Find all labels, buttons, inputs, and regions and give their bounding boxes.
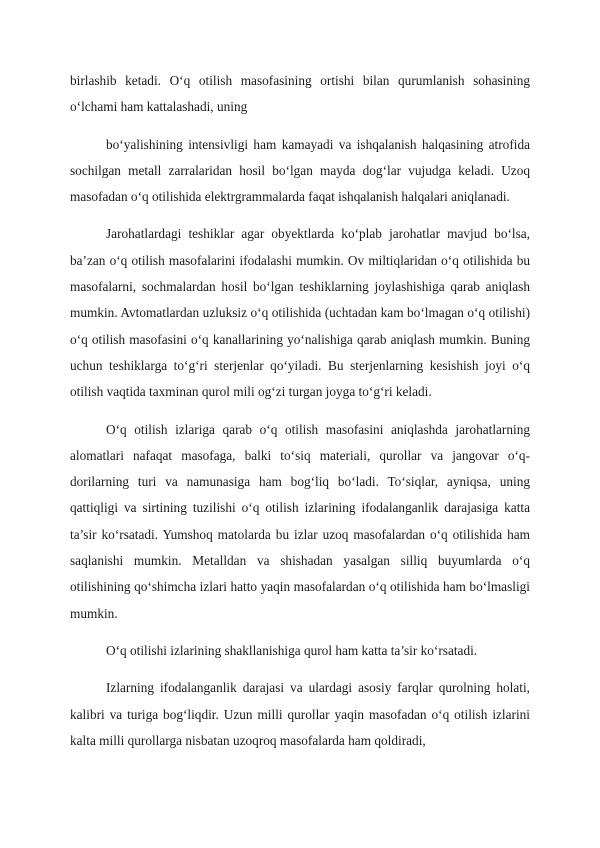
document-body	[70, 68, 530, 754]
paragraph-4: O‘q otilish izlariga qarab o‘q otilish masofasini aniqlashda jarohatlarning alomatlari nafaqat masofaga, balki to‘siq materiali, qurollar va jangovar o‘q-dorilarning turi va namunasiga ham bog‘liq bo‘ladi. To‘siqlar, ayniqsa, uning qattiqligi va sirtining tuzilishi o‘q otilish izlarining ifodalanganlik darajasiga katta ta’sir ko‘rsatadi. Yumshoq matolarda bu izlar uzoq masofalardan o‘q otilishida ham saqlanishi mumkin. Metalldan va shishadan yasalgan silliq buyumlarda o‘q otilishining qo‘shimcha izlari hatto yaqin masofalardan o‘q otilishida ham bo‘lmasligi mumkin.	[70, 421, 530, 621]
paragraph-5: O‘q otilishi izlarining shakllanishiga qurol ham katta ta’sir ko‘rsatadi.	[106, 642, 478, 658]
paragraph-1: birlashib ketadi. O‘q otilish masofasining ortishi bilan qurumlanish sohasining o‘lchami ham kattalashadi, uning	[70, 73, 530, 115]
paragraph-6: Izlarning ifodalanganlik darajasi va ulardagi asosiy farqlar qurolning holati, kalibri va turiga bog‘liqdir. Uzun milli qurollar yaqin masofadan o‘q otilish izlarini kalta milli qurollarga nisbatan uzoqroq masofalarda ham qoldiradi,	[70, 680, 530, 748]
paragraph-3: Jarohatlardagi teshiklar agar obyektlarda ko‘plab jarohatlar mavjud bo‘lsa, ba’zan o‘q otilish masofalarini ifodalashi mumkin. Ov miltiqlaridan o‘q otilishida bu masofalarni, sochmalardan hosil bo‘lgan teshiklarning joylashishiga qarab aniqlash mumkin. Avtomatlardan uzluksiz o‘q otilishida (uchtadan kam bo‘lmagan o‘q otilishi) o‘q otilish masofasini o‘q kanallarining yo‘nalishiga qarab aniqlash mumkin. Buning uchun teshiklarga to‘g‘ri sterjenlar qo‘yiladi. Bu sterjenlarning kesishish joyi o‘q otilish vaqtida taxminan qurol mili og‘zi turgan joyga to‘g‘ri keladi.	[70, 226, 530, 400]
paragraph-2: bo‘yalishining intensivligi ham kamayadi va ishqalanish halqasining atrofida sochilgan metall zarralaridan hosil bo‘lgan mayda dog‘lar vujudga keladi. Uzoq masofadan o‘q otilishida elektrgrammalarda faqat ishqalanish halqalari aniqlanadi.	[70, 136, 530, 205]
